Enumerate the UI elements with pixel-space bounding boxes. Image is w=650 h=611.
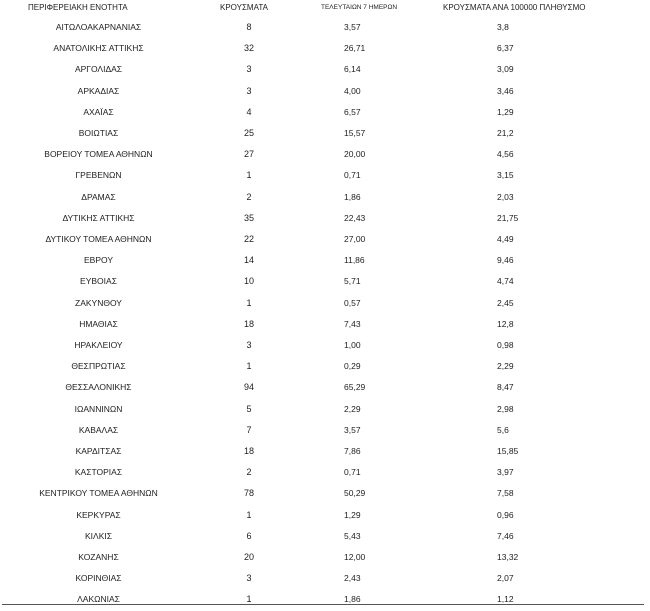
region-cell: ΑΙΤΩΛΟΑΚΑΡΝΑΝΙΑΣ — [55, 22, 142, 32]
cases-cell: 8 — [246, 22, 252, 32]
table-row — [0, 271, 650, 291]
table-row — [0, 399, 650, 419]
last7-cell: 3,57 — [344, 424, 361, 435]
last7-cell: 27,00 — [344, 234, 366, 244]
per100k-cell: 7,58 — [497, 488, 514, 499]
region-cell: ΑΡΚΑΔΙΑΣ — [77, 85, 120, 96]
table-row — [0, 483, 650, 503]
table-row — [0, 250, 650, 270]
table-row — [0, 356, 650, 376]
per100k-cell: 2,98 — [497, 403, 514, 414]
per100k-cell: 7,46 — [497, 530, 514, 541]
table-row — [0, 335, 650, 355]
per100k-cell: 21,2 — [497, 128, 514, 138]
region-cell: ΑΧΑΪΑΣ — [83, 106, 114, 117]
table-row — [0, 165, 650, 185]
per100k-cell: 1,12 — [497, 594, 514, 605]
region-cell: ΗΡΑΚΛΕΙΟΥ — [74, 340, 123, 350]
last7-cell: 1,86 — [344, 191, 361, 202]
region-cell: ΕΥΒΟΙΑΣ — [80, 276, 117, 287]
region-cell: ΚΟΖΑΝΗΣ — [78, 552, 119, 562]
last7-cell: 3,57 — [344, 22, 361, 32]
header-region: ΠΕΡΙΦΕΡΕΙΑΚΗ ΕΝΟΤΗΤΑ — [28, 3, 128, 12]
region-cell: ΛΑΚΩΝΙΑΣ — [77, 594, 120, 605]
per100k-cell: 1,29 — [497, 106, 514, 117]
cases-cell: 14 — [243, 255, 254, 266]
cases-cell: 2 — [246, 467, 252, 478]
table-row — [0, 589, 650, 609]
per100k-cell: 4,49 — [497, 234, 514, 244]
cases-cell: 18 — [243, 446, 254, 456]
per100k-cell: 6,37 — [497, 43, 514, 54]
last7-cell: 7,86 — [344, 446, 361, 456]
last7-cell: 0,57 — [344, 297, 361, 308]
last7-cell: 1,00 — [344, 340, 361, 350]
last7-cell: 20,00 — [344, 149, 366, 160]
table-row — [0, 17, 650, 37]
last7-cell: 26,71 — [344, 43, 366, 54]
region-cell: ΒΟΙΩΤΙΑΣ — [78, 128, 119, 138]
cases-cell: 22 — [243, 234, 254, 244]
last7-cell: 5,43 — [344, 530, 361, 541]
last7-cell: 2,29 — [344, 403, 361, 414]
region-cell: ΙΩΑΝΝΙΝΩΝ — [74, 403, 123, 414]
table-row — [0, 462, 650, 482]
last7-cell: 12,00 — [344, 552, 366, 562]
header-per100k: ΚΡΟΥΣΜΑΤΑ ΑΝΑ 100000 ΠΛΗΘΥΣΜΟ — [443, 3, 586, 12]
cases-cell: 1 — [246, 509, 252, 520]
table-row — [0, 293, 650, 313]
table-row — [0, 526, 650, 546]
cases-cell: 3 — [246, 340, 252, 350]
table-row — [0, 229, 650, 249]
last7-cell: 1,86 — [344, 594, 361, 605]
table-row — [0, 420, 650, 440]
last7-cell: 22,43 — [344, 212, 366, 223]
cases-cell: 3 — [246, 64, 252, 75]
per100k-cell: 4,56 — [497, 149, 514, 160]
per100k-cell: 9,46 — [497, 255, 514, 266]
region-cell: ΑΡΓΟΛΙΔΑΣ — [74, 64, 123, 75]
last7-cell: 65,29 — [344, 382, 366, 393]
region-cell: ΕΒΡΟΥ — [83, 255, 113, 266]
per100k-cell: 3,46 — [497, 85, 514, 96]
last7-cell: 4,00 — [344, 85, 361, 96]
last7-cell: 0,71 — [344, 170, 361, 181]
region-cell: ΚΙΛΚΙΣ — [85, 530, 112, 541]
region-cell: ΚΕΡΚΥΡΑΣ — [76, 509, 121, 520]
per100k-cell: 3,8 — [497, 22, 509, 32]
per100k-cell: 0,98 — [497, 340, 514, 350]
per100k-cell: 0,96 — [497, 509, 514, 520]
region-cell: ΗΜΑΘΙΑΣ — [79, 318, 118, 329]
region-cell: ΚΑΒΑΛΑΣ — [78, 424, 119, 435]
region-cell: ΑΝΑΤΟΛΙΚΗΣ ΑΤΤΙΚΗΣ — [53, 43, 144, 54]
region-cell: ΚΟΡΙΝΘΙΑΣ — [75, 573, 122, 584]
bottom-divider — [2, 604, 644, 605]
per100k-cell: 3,97 — [497, 467, 514, 478]
table-row — [0, 123, 650, 143]
per100k-cell: 3,15 — [497, 170, 514, 181]
cases-cell: 1 — [246, 297, 252, 308]
region-cell: ΘΕΣΣΑΛΟΝΙΚΗΣ — [65, 382, 132, 393]
last7-cell: 6,14 — [344, 64, 361, 75]
last7-cell: 7,43 — [344, 318, 361, 329]
table-row — [0, 59, 650, 79]
per100k-cell: 4,74 — [497, 276, 514, 287]
table-row — [0, 441, 650, 461]
header-cases: ΚΡΟΥΣΜΑΤΑ — [220, 3, 268, 12]
region-cell: ΖΑΚΥΝΘΟΥ — [75, 297, 122, 308]
last7-cell: 11,86 — [344, 255, 365, 266]
cases-cell: 3 — [246, 85, 252, 96]
table-row — [0, 314, 650, 334]
cases-cell: 10 — [243, 276, 254, 287]
last7-cell: 15,57 — [344, 128, 366, 138]
per100k-cell: 2,29 — [497, 361, 514, 372]
last7-cell: 1,29 — [344, 509, 361, 520]
last7-cell: 0,29 — [344, 361, 361, 372]
table-row — [0, 377, 650, 397]
cases-cell: 6 — [246, 530, 252, 541]
region-cell: ΚΕΝΤΡΙΚΟΥ ΤΟΜΕΑ ΑΘΗΝΩΝ — [39, 488, 158, 499]
cases-cell: 1 — [246, 594, 252, 605]
cases-cell: 1 — [246, 170, 252, 181]
region-cell: ΔΡΑΜΑΣ — [81, 191, 116, 202]
cases-cell: 18 — [243, 318, 254, 329]
table-row — [0, 568, 650, 588]
region-cell: ΓΡΕΒΕΝΩΝ — [75, 170, 122, 181]
cases-cell: 5 — [246, 403, 252, 414]
per100k-cell: 8,47 — [497, 382, 514, 393]
region-cell: ΔΥΤΙΚΟΥ ΤΟΜΕΑ ΑΘΗΝΩΝ — [45, 234, 152, 244]
per100k-cell: 5,6 — [497, 424, 509, 435]
cases-cell: 4 — [246, 106, 252, 117]
per100k-cell: 3,09 — [497, 64, 514, 75]
cases-cell: 25 — [243, 128, 254, 138]
cases-cell: 3 — [246, 573, 252, 584]
last7-cell: 0,71 — [344, 467, 361, 478]
region-cell: ΘΕΣΠΡΩΤΙΑΣ — [71, 361, 126, 372]
cases-cell: 78 — [243, 488, 254, 499]
table-row — [0, 81, 650, 101]
cases-cell: 2 — [246, 191, 252, 202]
region-cell: ΚΑΡΔΙΤΣΑΣ — [75, 446, 122, 456]
cases-cell: 20 — [243, 552, 254, 562]
per100k-cell: 13,32 — [497, 552, 519, 562]
region-cell: ΒΟΡΕΙΟΥ ΤΟΜΕΑ ΑΘΗΝΩΝ — [44, 149, 153, 160]
header-last7: ΤΕΛΕΥΤΑΙΩΝ 7 ΗΜΕΡΩΝ — [321, 4, 398, 11]
cases-cell: 7 — [246, 424, 252, 435]
cases-cell: 32 — [243, 43, 254, 54]
cases-cell: 35 — [243, 212, 254, 223]
last7-cell: 50,29 — [344, 488, 366, 499]
table-row — [0, 505, 650, 525]
table-row — [0, 102, 650, 122]
per100k-cell: 2,03 — [497, 191, 514, 202]
last7-cell: 2,43 — [344, 573, 361, 584]
per100k-cell: 2,45 — [497, 297, 514, 308]
table-row — [0, 187, 650, 207]
per100k-cell: 21,75 — [497, 212, 519, 223]
per100k-cell: 2,07 — [497, 573, 514, 584]
per100k-cell: 15,85 — [497, 446, 519, 456]
cases-cell: 1 — [246, 361, 252, 372]
last7-cell: 5,71 — [344, 276, 361, 287]
cases-cell: 94 — [243, 382, 254, 393]
table-row — [0, 547, 650, 567]
table-row — [0, 144, 650, 164]
per100k-cell: 12,8 — [497, 318, 514, 329]
region-cell: ΔΥΤΙΚΗΣ ΑΤΤΙΚΗΣ — [62, 212, 135, 223]
last7-cell: 6,57 — [344, 106, 361, 117]
region-cell: ΚΑΣΤΟΡΙΑΣ — [74, 467, 123, 478]
table-row — [0, 208, 650, 228]
table-row — [0, 38, 650, 58]
cases-cell: 27 — [243, 149, 254, 160]
